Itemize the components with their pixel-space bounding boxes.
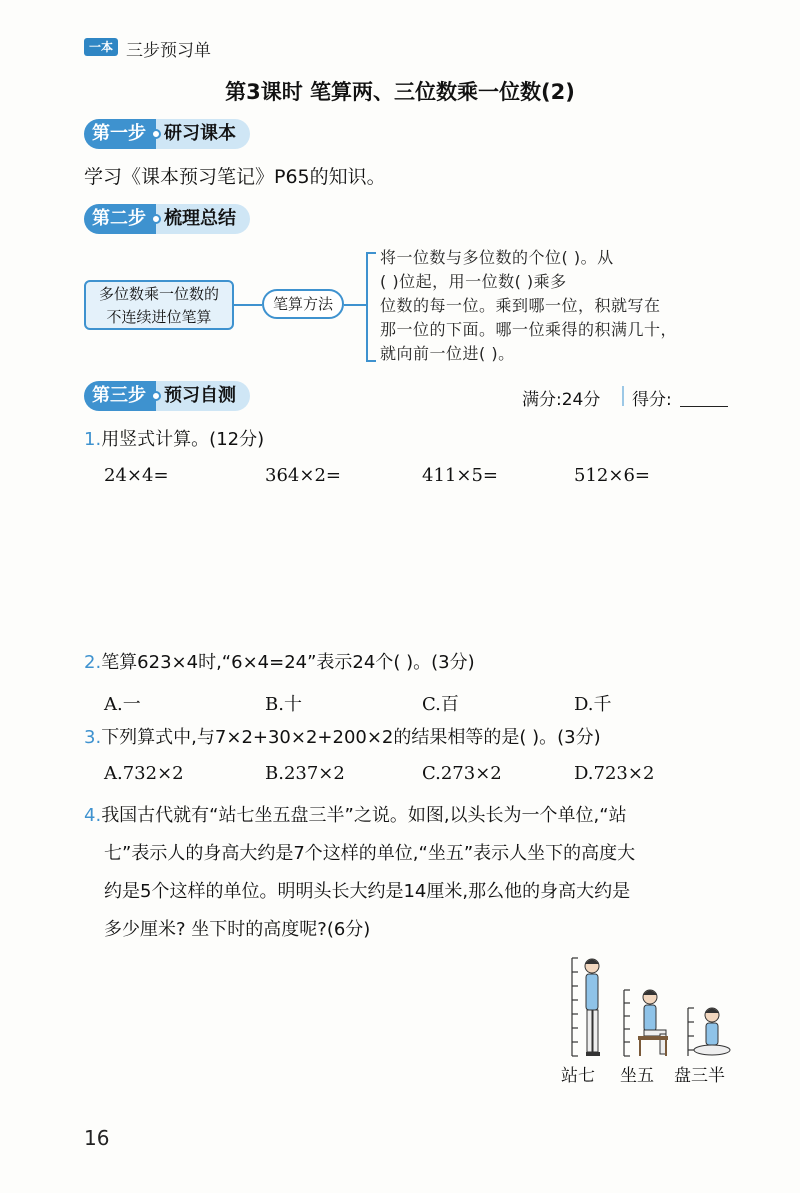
- option-d[interactable]: D.723×2: [574, 763, 655, 784]
- calc-item: 411×5=: [422, 465, 498, 486]
- series-name: 三步预习单: [126, 41, 211, 61]
- sitting-person-icon: [638, 990, 668, 1056]
- bracket-line: [366, 360, 376, 362]
- score-blank[interactable]: [680, 406, 728, 407]
- figure-label: 盘三半: [674, 1066, 725, 1086]
- step3-pill: 第三步: [84, 381, 156, 411]
- concept-line: 多位数乘一位数的: [98, 285, 219, 303]
- question-number: 1.: [84, 429, 102, 450]
- question-number: 4.: [84, 805, 102, 826]
- posture-figure: [560, 950, 740, 1062]
- step1-heading: [84, 119, 250, 149]
- figure-label: 站七: [561, 1066, 595, 1086]
- step3-label: 预习自测: [156, 381, 250, 411]
- option-a[interactable]: A.732×2: [104, 763, 184, 784]
- rule-line: ( )位起，用一位数( )乘多: [380, 272, 567, 291]
- bracket-line: [366, 252, 376, 254]
- step3-heading: [84, 381, 250, 411]
- step2-pill: 第二步: [84, 204, 156, 234]
- rule-line: 位数的每一位。乘到哪一位，积就写在: [380, 296, 661, 315]
- step1-label: 研习课本: [156, 119, 250, 149]
- option-a[interactable]: A.一: [104, 694, 141, 715]
- question-text: 用竖式计算。(12分): [101, 429, 265, 450]
- rule-line: 就向前一位进( )。: [380, 344, 515, 363]
- page-number: 16: [84, 1126, 110, 1150]
- question-line: 我国古代就有“站七坐五盘三半”之说。如图,以头长为一个单位,“站: [101, 805, 627, 826]
- full-score: 满分:24分: [522, 390, 601, 410]
- step1-pill: 第一步: [84, 119, 156, 149]
- figure-label: 坐五: [620, 1066, 654, 1086]
- step-dot-icon: [151, 214, 161, 224]
- step1-text: 学习《课本预习笔记》P65的知识。: [84, 166, 386, 188]
- question-number: 2.: [84, 652, 102, 673]
- standing-ruler: [572, 958, 578, 1056]
- concept-line: 不连续进位笔算: [106, 308, 212, 326]
- rule-line: 那一位的下面。哪一位乘得的积满几十，: [380, 320, 678, 339]
- question-number: 3.: [84, 727, 102, 748]
- rule-text: [380, 246, 700, 366]
- step2-heading: [84, 204, 250, 234]
- step-dot-icon: [151, 391, 161, 401]
- option-d[interactable]: D.千: [574, 694, 612, 715]
- question-line: 七”表示人的身高大约是7个这样的单位,“坐五”表示人坐下的高度大: [104, 843, 636, 864]
- rule-line: 将一位数与多位数的个位( )。从: [380, 248, 614, 267]
- step-dot-icon: [151, 129, 161, 139]
- sitting-ruler: [624, 990, 630, 1056]
- option-b[interactable]: B.十: [265, 694, 302, 715]
- connector-line: [344, 304, 368, 306]
- question-3: [84, 722, 601, 754]
- connector-line: [234, 304, 262, 306]
- question-2: [84, 647, 475, 679]
- series-badge: 一本: [84, 38, 118, 56]
- got-score-label: 得分:: [632, 390, 672, 410]
- question-text: 笔算623×4时,“6×4=24”表示24个( )。(3分): [101, 652, 475, 673]
- question-1: [84, 424, 264, 456]
- calc-item: 512×6=: [574, 465, 650, 486]
- question-text: 下列算式中,与7×2+30×2+200×2的结果相等的是( )。(3分): [101, 727, 601, 748]
- question-line: 约是5个这样的单位。明明头长大约是14厘米,那么他的身高大约是: [104, 881, 631, 902]
- question-4: [84, 800, 734, 946]
- bracket-line: [366, 252, 368, 362]
- crosslegged-ruler: [688, 1008, 694, 1056]
- option-c[interactable]: C.273×2: [422, 763, 502, 784]
- calc-item: 364×2=: [265, 465, 341, 486]
- crosslegged-person-icon: [694, 1008, 730, 1055]
- option-c[interactable]: C.百: [422, 694, 459, 715]
- option-b[interactable]: B.237×2: [265, 763, 345, 784]
- method-box: 笔算方法: [262, 289, 344, 319]
- score-divider: [622, 386, 624, 406]
- step2-label: 梳理总结: [156, 204, 250, 234]
- standing-person-icon: [585, 959, 600, 1056]
- question-line: 多少厘米? 坐下时的高度呢?(6分): [104, 919, 371, 940]
- lesson-title: 第3课时 笔算两、三位数乘一位数(2): [225, 80, 575, 104]
- calc-item: 24×4=: [104, 465, 169, 486]
- concept-box: [84, 280, 234, 330]
